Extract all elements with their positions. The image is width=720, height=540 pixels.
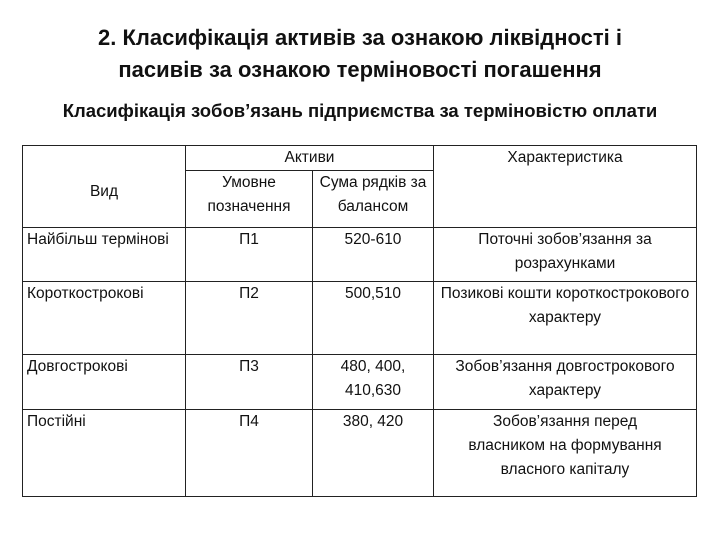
cell-sum: 500,510 — [313, 282, 434, 355]
cell-sum: 480, 400, 410,630 — [313, 355, 434, 410]
table-row — [23, 282, 697, 355]
table-row — [23, 355, 697, 410]
table-row — [23, 410, 697, 497]
cell-desc: Зобов’язання довгострокового характеру — [434, 355, 697, 410]
cell-vid: Довгострокові — [23, 355, 186, 410]
header-suma: Сума рядків за балансом — [313, 171, 434, 228]
cell-sum: 520-610 — [313, 228, 434, 282]
liabilities-table — [22, 145, 697, 497]
header-vid: Вид — [23, 146, 186, 228]
header-umovne: Умовне позначення — [186, 171, 313, 228]
cell-vid: Постійні — [23, 410, 186, 497]
header-kharakter: Характеристика — [434, 146, 697, 228]
cell-desc: Позикові кошти короткострокового характеру — [434, 282, 697, 355]
slide-title — [0, 22, 720, 86]
cell-code: П4 — [186, 410, 313, 497]
cell-code: П3 — [186, 355, 313, 410]
slide-title-line-1: 2. Класифікація активів за ознакою ліквідності і — [97, 25, 622, 50]
slide-title-line-2: пасивів за ознакою терміновості погашення — [118, 57, 602, 82]
cell-desc: Поточні зобов’язання за розрахунками — [434, 228, 697, 282]
header-aktyvy: Активи — [186, 146, 434, 171]
cell-vid: Найбільш термінові — [23, 228, 186, 282]
cell-sum: 380, 420 — [313, 410, 434, 497]
table-row — [23, 228, 697, 282]
header-row — [23, 146, 697, 171]
cell-desc: Зобов’язання перед власником на формування власного капіталу — [434, 410, 697, 497]
cell-vid: Короткострокові — [23, 282, 186, 355]
cell-code: П1 — [186, 228, 313, 282]
cell-code: П2 — [186, 282, 313, 355]
slide-subtitle: Класифікація зобов’язань підприємства за терміновістю оплати — [62, 100, 658, 121]
